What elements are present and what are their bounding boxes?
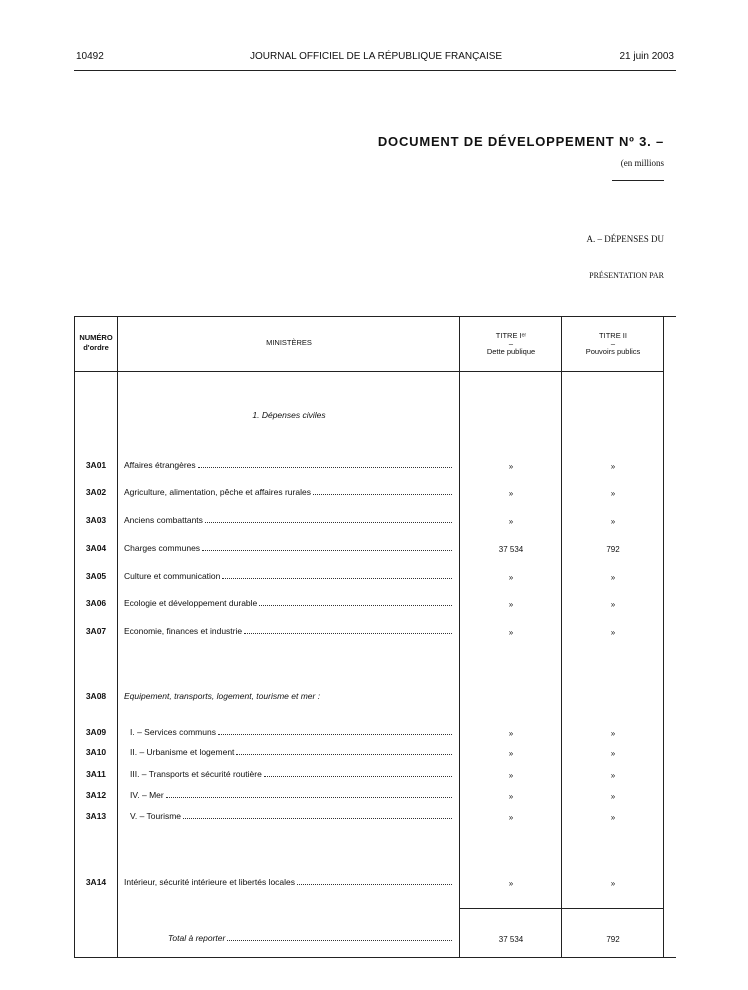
row-label xyxy=(124,877,452,887)
row-code: 3A08 xyxy=(85,691,107,701)
presentation-heading: PRÉSENTATION PAR xyxy=(589,271,664,280)
section-heading: A. – DÉPENSES DU xyxy=(586,234,664,244)
leader-dots xyxy=(297,884,452,885)
row-titre1: » xyxy=(508,729,514,738)
row-code: 3A05 xyxy=(85,571,107,581)
total-separator-rule xyxy=(460,908,664,909)
row-titre1: » xyxy=(508,573,514,582)
row-label-text: I. – Services communs xyxy=(130,727,216,737)
total-titre2: 792 xyxy=(606,935,620,944)
row-label xyxy=(124,626,452,636)
subheading-text: 1. Dépenses civiles xyxy=(252,410,326,420)
leader-dots xyxy=(183,818,452,819)
row-titre2: » xyxy=(610,517,616,526)
row-label xyxy=(124,543,452,553)
journal-title: JOURNAL OFFICIEL DE LA RÉPUBLIQUE FRANÇAISE xyxy=(250,51,503,62)
row-label xyxy=(124,598,452,608)
header-rule xyxy=(74,70,676,71)
row-titre1: » xyxy=(508,792,514,801)
row-titre2: » xyxy=(610,628,616,637)
row-titre1: » xyxy=(508,771,514,780)
leader-dots xyxy=(264,776,452,777)
leader-dots xyxy=(313,494,452,495)
unit-note: (en millions xyxy=(620,158,664,168)
row-titre1: » xyxy=(508,489,514,498)
leader-dots xyxy=(202,550,452,551)
table-header-rule xyxy=(74,371,664,372)
subheading-depenses-civiles xyxy=(118,410,460,420)
row-titre2: » xyxy=(610,573,616,582)
row-titre1: » xyxy=(508,600,514,609)
row-label xyxy=(124,571,452,581)
leader-dots xyxy=(259,605,452,606)
total-label-text: Total à reporter xyxy=(168,933,226,943)
row-code: 3A07 xyxy=(85,626,107,636)
row-titre2: » xyxy=(610,462,616,471)
row-label xyxy=(130,769,452,779)
leader-dots xyxy=(244,633,452,634)
row-titre2: » xyxy=(610,749,616,758)
header-titre2 xyxy=(562,331,664,357)
row-label-text: IV. – Mer xyxy=(130,790,164,800)
leader-dots xyxy=(166,797,452,798)
row-label xyxy=(124,691,452,701)
leader-dots xyxy=(218,734,452,735)
row-label-text: Culture et communication xyxy=(124,571,221,581)
row-code: 3A06 xyxy=(85,598,107,608)
table-top-rule xyxy=(74,316,676,317)
row-code: 3A04 xyxy=(85,543,107,553)
row-titre2: » xyxy=(610,729,616,738)
leader-dots xyxy=(198,467,452,468)
row-code: 3A01 xyxy=(85,460,107,470)
header-numero-line2: d'ordre xyxy=(83,343,109,352)
row-titre1: » xyxy=(508,749,514,758)
row-label-text: Affaires étrangères xyxy=(124,460,196,470)
row-label xyxy=(130,727,452,737)
row-label-text: Charges communes xyxy=(124,543,201,553)
row-label-text: Equipement, transports, logement, tourisme et mer : xyxy=(124,691,321,701)
header-titre1-line2: Dette publique xyxy=(486,347,536,356)
total-label xyxy=(168,933,452,943)
row-titre2: » xyxy=(610,813,616,822)
row-label-text: III. – Transports et sécurité routière xyxy=(130,769,262,779)
row-label-text: Agriculture, alimentation, pêche et affaires rurales xyxy=(124,487,311,497)
row-titre2: » xyxy=(610,792,616,801)
row-code: 3A11 xyxy=(86,769,106,779)
row-titre1: » xyxy=(508,462,514,471)
col-border-titre2 xyxy=(663,316,664,958)
row-code: 3A10 xyxy=(85,747,107,757)
row-titre1: » xyxy=(508,813,514,822)
row-code: 3A12 xyxy=(85,790,107,800)
header-titre1 xyxy=(460,331,562,357)
row-code: 3A14 xyxy=(85,877,107,887)
leader-dots xyxy=(205,522,452,523)
header-titre2-line1: TITRE II xyxy=(599,331,627,340)
header-ministeres: MINISTÈRES xyxy=(266,338,312,347)
header-numero xyxy=(74,333,118,353)
row-label xyxy=(124,487,452,497)
row-label-text: Anciens combattants xyxy=(124,515,203,525)
table-bottom-rule xyxy=(74,957,676,958)
header-titre1-dash: – xyxy=(508,339,514,348)
row-label xyxy=(130,747,452,757)
row-titre2: » xyxy=(610,879,616,888)
row-label xyxy=(130,811,452,821)
row-titre2: » xyxy=(610,600,616,609)
row-label-text: Intérieur, sécurité intérieure et libertés locales xyxy=(124,877,296,887)
row-titre2: 792 xyxy=(606,545,620,554)
leader-dots xyxy=(227,940,452,941)
header-titre2-line2: Pouvoirs publics xyxy=(585,347,641,356)
col-border-left xyxy=(74,316,75,958)
row-code: 3A13 xyxy=(85,811,107,821)
col-border-titre1 xyxy=(561,316,562,958)
title-underline xyxy=(612,180,664,181)
row-code: 3A03 xyxy=(85,515,107,525)
document-title: DOCUMENT DE DÉVELOPPEMENT Nº 3. – xyxy=(377,134,664,149)
header-numero-line1: NUMÉRO xyxy=(79,333,113,342)
row-code: 3A02 xyxy=(85,487,107,497)
row-label-text: V. – Tourisme xyxy=(130,811,182,821)
page-number: 10492 xyxy=(76,51,104,62)
row-code: 3A09 xyxy=(85,727,107,737)
row-titre1: » xyxy=(508,628,514,637)
header-titre2-dash: – xyxy=(610,339,616,348)
row-label xyxy=(124,515,452,525)
publication-date: 21 juin 2003 xyxy=(619,51,674,62)
row-titre2: » xyxy=(610,771,616,780)
row-titre1: 37 534 xyxy=(498,545,524,554)
row-titre1: » xyxy=(508,517,514,526)
total-titre1: 37 534 xyxy=(498,935,524,944)
row-label xyxy=(130,790,452,800)
row-label-text: Economie, finances et industrie xyxy=(124,626,243,636)
row-label-text: II. – Urbanisme et logement xyxy=(130,747,235,757)
row-label xyxy=(124,460,452,470)
leader-dots xyxy=(222,578,452,579)
leader-dots xyxy=(236,754,452,755)
row-label-text: Ecologie et développement durable xyxy=(124,598,258,608)
header-titre1-line1: TITRE Iᵉʳ xyxy=(495,331,527,340)
row-titre2: » xyxy=(610,489,616,498)
row-titre1: » xyxy=(508,879,514,888)
